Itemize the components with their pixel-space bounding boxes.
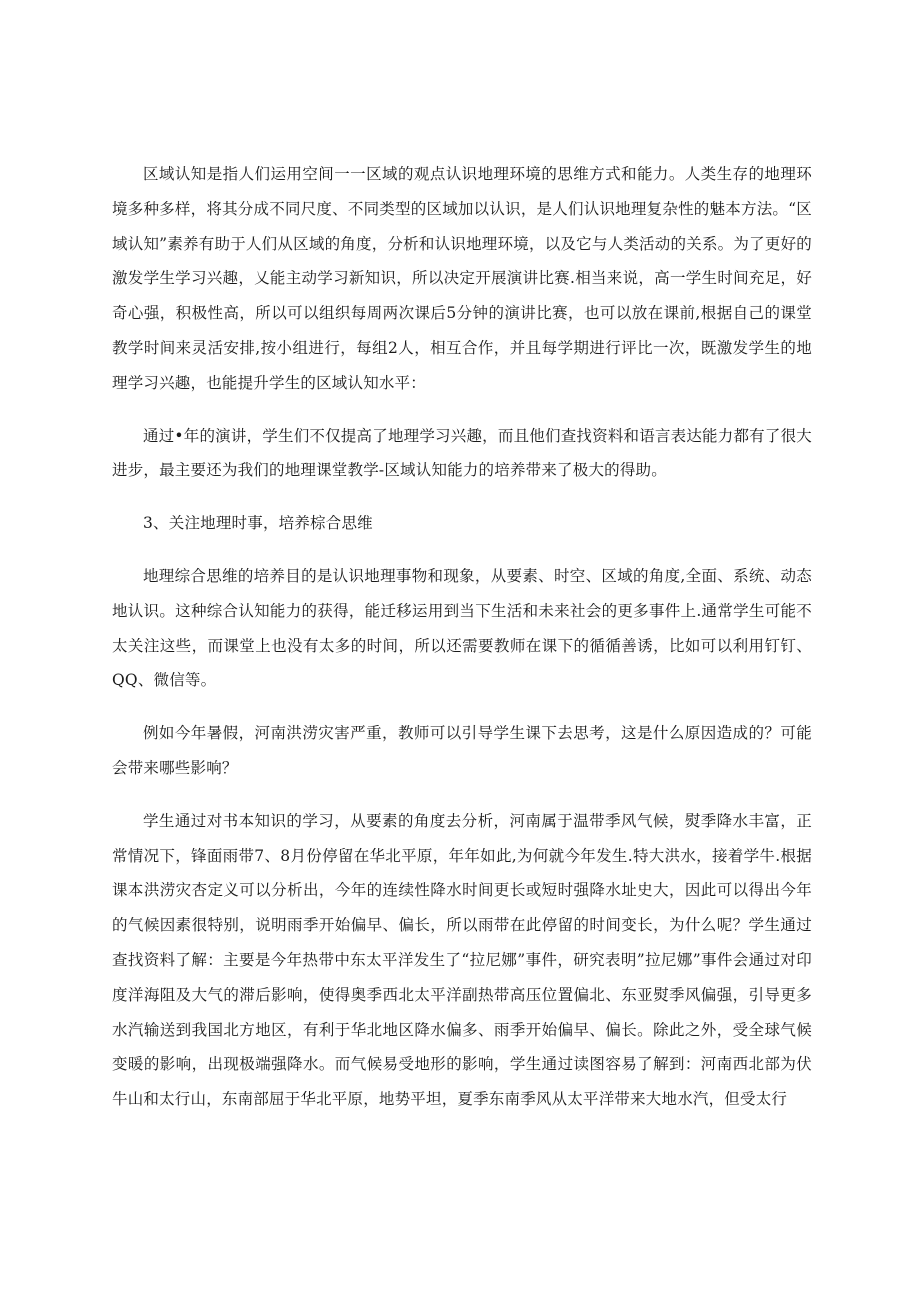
section-heading: 3、关注地理时事，培养棕合思维 (143, 514, 373, 533)
paragraph-henan-example: 例如今年暑假，河南洪涝灾害严重，教师可以引导学生课下去思考，这是什么原因造成的？可能会带来哪些影响？ (112, 724, 812, 777)
paragraph-student-analysis: 学生通过对书本知识的学习，从要素的角度去分析，河南属于温带季风气候，熨季降水丰富，正常情况下，锋面雨带7、8月份停留在华北平原，年年如此,为何就今年发生.特大洪水，接着学牛.根据课本洪涝灾杏定义可以分析出，今年的连续性降水时间更长或短时强降水址史大，因此可以得出今年的气候因素很特别，说明雨季开始偏早、偏长，所以雨带在此停留的时间变长，为什么呢？学生通过查找资料了解：主要是今年热带中东太平洋发生了“拉尼娜”事件，研究表明”拉尼娜”事件会通过对印度洋海阻及大气的滞后影响，使得奥季西北太平洋副热带高压位置偏北、东亚熨季风偏强，引导更多水汽输送到我国北方地区，有利于华北地区降水偏多、雨季开始偏早、偏长。除此之外，受全球气候变暖的影响，出现极端强降水。而气候易受地形的影响，学生通过读图容易了解到：河南西北部为伏牛山和太行山，东南部屈于华北平原，地势平坦，夏季东南季风从太平洋带来大地水汽，但受太行 (112, 811, 812, 1109)
document-body (112, 157, 812, 1117)
paragraph-regional-cognition: 区域认知是指人们运用空间一一区域的观点认识地理环境的思维方式和能力。人类生存的地理环境多种多样，将其分成不同尺度、不同类型的区域加以认识，是人们认识地理复杂性的魅本方法。“区域认知”素养有助于人们从区域的角度，分析和认识地理环境，以及它与人类活动的关系。为了更好的激发学生学习兴趣，乂能主动学习新知识，所以决定开展演讲比赛.相当来说，高一学生时间充足，好奇心强，积极性高，所以可以组织每周两次课后5分钟的演讲比赛，也可以放在课前,根据自己的课堂教学时间来灵活安排,按小组进行，每组2人，相互合作，并且每学期进行评比一次，既激发学生的地理学习兴趣，也能提升学生的区域认知水平： (112, 165, 812, 392)
paragraph-comprehensive-thinking: 地理综合思维的培养目的是认识地理事物和现象，从要素、时空、区域的角度,全面、系统、动态地认识。这种综合认知能力的获得，能迁移运用到当下生活和未来社会的更多事件上.通常学生可能不太关注这些，而课堂上也没有太多的时间，所以还需要教师在课下的循循善诱，比如可以利用钉钉、QQ、微信等。 (112, 566, 812, 690)
paragraph-speech-outcome: 通过•年的演讲，学生们不仅提高了地理学习兴趣，而且他们查找资料和语言表达能力都有了很大进步，最主要还为我们的地理课堂教学-区域认知能力的培养带来了极大的得助。 (112, 426, 812, 480)
